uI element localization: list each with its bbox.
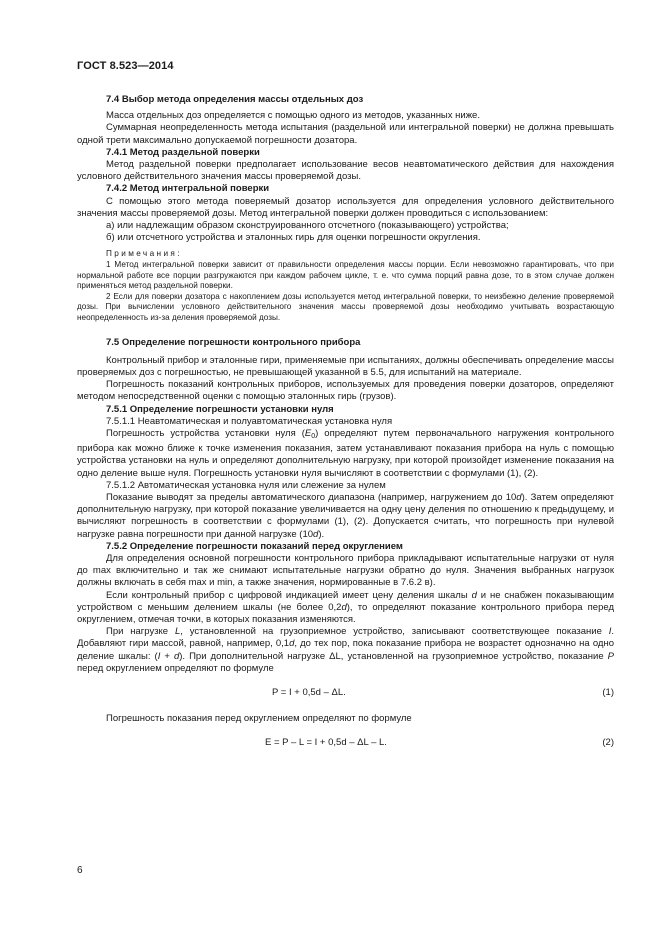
section-7-5-title: 7.5 Определение погрешности контрольного прибора bbox=[106, 336, 361, 348]
page-content bbox=[77, 92, 614, 763]
subsection-7-5-1-title: 7.5.1 Определение погрешности установки нуля bbox=[106, 403, 334, 415]
note-1: 1 Метод интегральной поверки зависит от правильности определения массы порции. Если невозможно гарантировать, что при нормальной работе все порции разгружаются при каждом рабочем цикле, т. е. что сумма порций равна дозе, то в этом случае должен применяться метод раздельной поверки. bbox=[77, 260, 614, 291]
paragraph: С помощью этого метода поверяемый дозатор используется для определения условного действительного значения массы проверяемой дозы. Метод интегральной поверки должен проводиться с использованием: bbox=[77, 195, 614, 219]
formula-2-expression: E = P – L = I + 0,5d – ΔL – L. bbox=[265, 737, 387, 749]
paragraph: Масса отдельных доз определяется с помощью одного из методов, указанных ниже. bbox=[106, 110, 480, 122]
paragraph-digital-indication: Если контрольный прибор с цифровой индикацией имеет цену деления шкалы d и не снабжен показывающим устройством с меньшим делением шкалы (не более 0,2d), то определяют показание контрольного прибора перед округлением, отмечая точки, в которых показания изменяются. bbox=[77, 589, 615, 626]
subsection-7-5-1-1-title: 7.5.1.1 Неавтоматическая и полуавтоматическая установка нуля bbox=[106, 415, 393, 427]
paragraph: Погрешность показаний контрольных приборов, используемых для проведения поверки дозаторов, определяют методом непосредственной оценки с помощью эталонных гирь (грузов). bbox=[77, 379, 614, 403]
paragraph-auto-zero: Показание выводят за пределы автоматического диапазона (например, нагружением до 10d). Затем определяют дополнительную нагрузку, при которой показание увеличивается на одну цену деления по отношению к предыдущему, и вычисляют погрешность в соответствии с формулами (1), (2). Допускается считать, что погрешность при нулевой нагрузке равна погрешности при данной нагрузке (10d). bbox=[77, 492, 614, 540]
subsection-7-5-1-2-title: 7.5.1.2 Автоматическая установка нуля или слежение за нулем bbox=[106, 479, 386, 491]
formula-1-number: (1) bbox=[602, 687, 614, 699]
paragraph-load-procedure: При нагрузке L, установленной на грузоприемное устройство, записывают соответствующее показание I. Добавляют гири массой, равной, например, 0,1d, до тех пор, пока показание прибора не возрастет однозначно на одно деление шкалы: (I + d). При дополнительной нагрузке ΔL, установленной на грузоприемное устройство, показание P перед округлением определяют по формуле bbox=[77, 626, 614, 674]
notes-block bbox=[77, 249, 614, 323]
paragraph-zero-setting: Погрешность устройства установки нуля $(E_0)$ определяют путем первоначального нагружения контрольного прибора как можно ближе к точке изменения показания, затем устанавливают показания прибора на нуль с помощью устройства установки на нуль и определяют дополнительную нагрузку, при которой произойдет изменение показания на одно деление выше нуля. Погрешность установки нуля вычисляют в соответствии с формулами (1), (2). bbox=[77, 428, 614, 479]
note-2: 2 Если для поверки дозатора с накоплением дозы используется метод интегральной поверки, то неизбежно деление проверяемой дозы. При вычислении условного действительного значения массы проверяемой дозы необходимо учитывать возрастающую неопределенность из-за деления проверяемой дозы. bbox=[77, 291, 614, 322]
paragraph: Контрольный прибор и эталонные гири, применяемые при испытаниях, должны обеспечивать определение массы проверяемых доз с погрешностью, не превышающей указанной в 5.5, для испытаний на материале. bbox=[77, 354, 614, 378]
formula-2 bbox=[77, 737, 614, 751]
paragraph: Погрешность показания перед округлением определяют по формуле bbox=[106, 713, 412, 725]
page-number: 6 bbox=[77, 865, 83, 876]
subsection-7-4-2-title: 7.4.2 Метод интегральной поверки bbox=[106, 183, 270, 195]
formula-1-expression: P = I + 0,5d – ΔL. bbox=[272, 687, 346, 699]
paragraph: Суммарная неопределенность метода испытания (раздельной или интегральной поверки) не должна превышать одной трети максимально допускаемой погрешности дозатора. bbox=[77, 122, 614, 146]
formula-1 bbox=[77, 687, 614, 701]
list-item-a: а) или надлежащим образом сконструированного отсчетного (показывающего) устройства; bbox=[106, 220, 509, 232]
list-item-b: б) или отсчетного устройства и эталонных гирь для оценки погрешности округления. bbox=[106, 232, 481, 244]
paragraph: Метод раздельной поверки предполагает использование весов неавтоматического действия для нахождения условного действительного значения массы проверяемой дозы. bbox=[77, 159, 614, 183]
formula-2-number: (2) bbox=[602, 737, 614, 749]
running-header: ГОСТ 8.523—2014 bbox=[77, 60, 174, 72]
paragraph: Для определения основной погрешности контрольного прибора прикладывают испытательные нагрузки от нуля до max включительно и так же снимают испытательные нагрузки обратно до нуля. Значения выбранных нагрузок должны включать в себя max и min, а также значения, нормированные в 7.6.2 в). bbox=[77, 553, 614, 589]
notes-title: Примечания: bbox=[106, 249, 182, 259]
section-7-4-title: 7.4 Выбор метода определения массы отдельных доз bbox=[106, 94, 364, 105]
subsection-7-4-1-title: 7.4.1 Метод раздельной поверки bbox=[106, 146, 260, 158]
subsection-7-5-2-title: 7.5.2 Определение погрешности показаний перед округлением bbox=[106, 540, 403, 552]
